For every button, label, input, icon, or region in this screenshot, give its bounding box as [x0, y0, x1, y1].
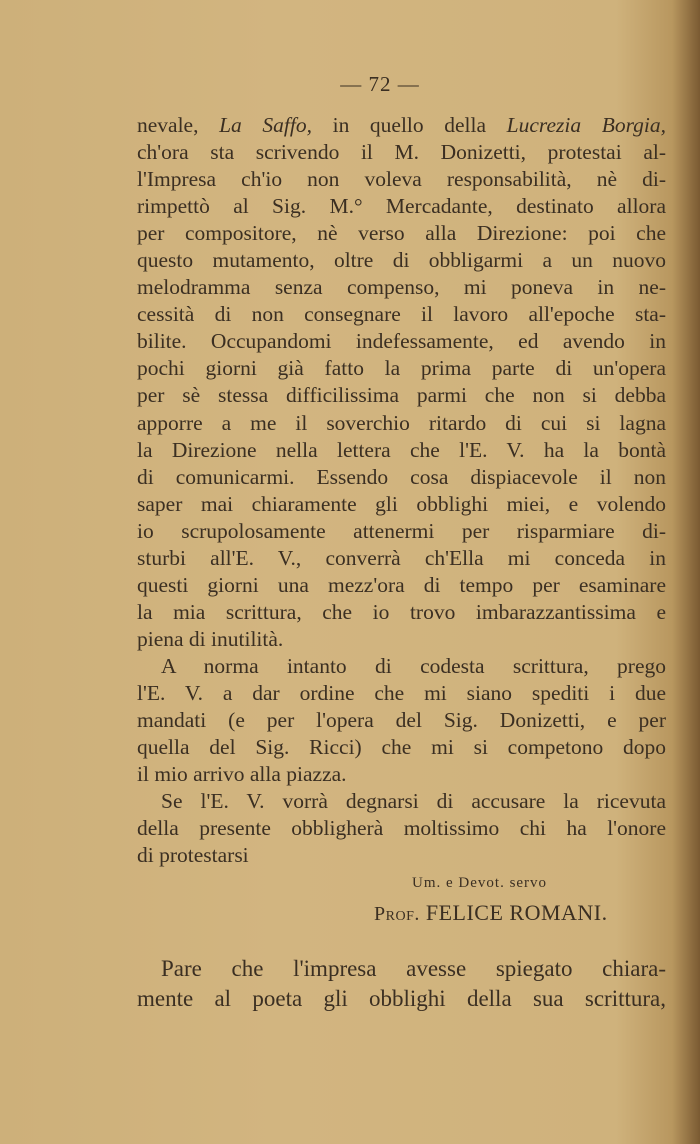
title-lucrezia-borgia: Lucrezia Borgia,: [506, 113, 667, 137]
text-line: la Direzione nella lettera che l'E. V. ha la bontà: [137, 437, 666, 462]
paragraph-2: [137, 653, 666, 788]
text-line: l'E. V. a dar ordine che mi siano spediti i due: [137, 680, 666, 705]
text-line: pochi giorni già fatto la prima parte di un'opera: [137, 356, 666, 381]
text-line: di comunicarmi. Essendo cosa dispiacevole il non: [137, 464, 666, 489]
text-line: mandati (e per l'opera del Sig. Donizetti, e per: [137, 708, 666, 733]
text-line: questo mutamento, oltre di obbligarmi a un nuovo: [137, 248, 666, 273]
text-line: della presente obbligherà moltissimo chi ha l'onore: [137, 816, 666, 841]
text-block: [137, 112, 666, 1014]
text-line: melodramma senza compenso, mi poneva in ne-: [137, 275, 666, 300]
text-line: per sè stessa difficilissima parmi che non si debba: [137, 383, 666, 408]
text-line: saper mai chiaramente gli obblighi miei, e volendo: [137, 491, 666, 516]
text-line: [137, 112, 666, 139]
paragraph-1: [137, 139, 666, 653]
signature: [137, 898, 666, 928]
text-line: l'Impresa ch'io non voleva responsabilità, nè di-: [137, 167, 666, 192]
text-span: in quello della: [332, 113, 487, 137]
text-line: io scrupolosamente attenermi per risparmiare di-: [137, 518, 666, 543]
text-line: apporre a me il soverchio ritardo di cui si lagna: [137, 410, 666, 435]
page-number: — 72 —: [340, 72, 420, 96]
title-la-saffo: La Saffo,: [219, 113, 312, 137]
text-line: il mio arrivo alla piazza.: [137, 762, 347, 787]
text-line: A norma intanto di codesta scrittura, prego: [161, 653, 666, 678]
text-line: cessità di non consegnare il lavoro all'epoche sta-: [137, 302, 666, 327]
text-line: la mia scrittura, che io trovo imbarazzantissima e: [137, 599, 666, 624]
signature-title: Prof.: [374, 903, 420, 926]
paragraph-3: [137, 788, 666, 869]
text-line: piena di inutilità.: [137, 626, 284, 651]
text-line: bilite. Occupandomi indefessamente, ed avendo in: [137, 329, 666, 354]
paragraph-4: [137, 954, 666, 1014]
text-line: mente al poeta gli obblighi della sua scrittura,: [137, 986, 666, 1012]
signature-name: FELICE ROMANI.: [425, 900, 608, 926]
closing-formula: Um. e Devot. servo: [412, 875, 548, 892]
text-line: Se l'E. V. vorrà degnarsi di accusare la ricevuta: [161, 789, 666, 814]
text-line: per compositore, nè verso alla Direzione: poi che: [137, 221, 666, 246]
text-line: quella del Sig. Ricci) che mi si competono dopo: [137, 735, 666, 760]
text-line: sturbi all'E. V., converrà ch'Ella mi conceda in: [137, 545, 666, 570]
text-line: rimpettò al Sig. M.° Mercadante, destinato allora: [137, 194, 666, 219]
text-line: Pare che l'impresa avesse spiegato chiara-: [161, 956, 666, 982]
text-line: questi giorni una mezz'ora di tempo per esaminare: [137, 572, 666, 597]
text-line: ch'ora sta scrivendo il M. Donizetti, protestai al-: [137, 140, 666, 165]
text-span: nevale,: [137, 113, 199, 137]
text-line: di protestarsi: [137, 843, 249, 868]
